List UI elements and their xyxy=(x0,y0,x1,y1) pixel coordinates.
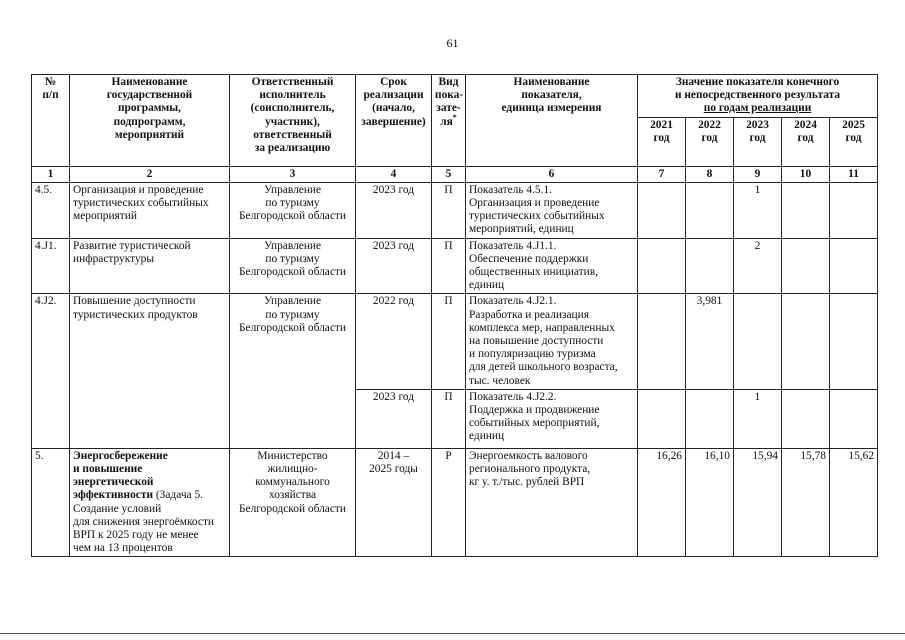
header-year-2021: 2021 год xyxy=(638,117,686,166)
value-2023: 1 xyxy=(734,389,782,448)
header-year-2024: 2024 год xyxy=(782,117,830,166)
table-row-4-j2-1 xyxy=(32,294,878,389)
row-number: 4.J2. xyxy=(32,294,70,448)
value-2022 xyxy=(686,389,734,448)
indicator: Показатель 4.J2.2. Поддержка и продвижение событийных мероприятий, единиц xyxy=(466,389,638,448)
value-2021 xyxy=(638,294,686,389)
table-row-4-j1 xyxy=(32,238,878,294)
indicator-type: П xyxy=(432,389,466,448)
table-row-4-5 xyxy=(32,182,878,238)
executor: Управление по туризму Белгородской области xyxy=(230,182,356,238)
footnote-mark: * xyxy=(452,112,457,122)
executor: Управление по туризму Белгородской области xyxy=(230,294,356,448)
value-2023 xyxy=(734,294,782,389)
column-number: 5 xyxy=(432,166,466,182)
header-row-top xyxy=(32,75,878,118)
activity-name: Энергосбережение и повышение энергетической эффективности (Задача 5. Создание условий для снижения энергоёмкости ВРП к 2025 году не менее чем на 13 процентов xyxy=(70,448,230,557)
value-2024: 15,78 xyxy=(782,448,830,557)
table-row-5 xyxy=(32,448,878,557)
indicator-type: П xyxy=(432,238,466,294)
term: 2023 год xyxy=(356,182,432,238)
executor: Министерство жилищно- коммунального хозяйства Белгородской области xyxy=(230,448,356,557)
executor: Управление по туризму Белгородской области xyxy=(230,238,356,294)
activity-name: Повышение доступности туристических продуктов xyxy=(70,294,230,448)
header-values-group: Значение показателя конечного и непосредственного результата по годам реализации xyxy=(638,75,878,118)
value-2022 xyxy=(686,182,734,238)
page-number: 61 xyxy=(446,36,459,50)
term: 2014 – 2025 годы xyxy=(356,448,432,557)
value-2023: 1 xyxy=(734,182,782,238)
page-bottom-rule xyxy=(0,633,905,634)
header-col-number: № п/п xyxy=(32,75,70,167)
header-col-executor: Ответственный исполнитель (соисполнитель, участник), ответственный за реализацию xyxy=(230,75,356,167)
column-number: 8 xyxy=(686,166,734,182)
activity-name: Развитие туристической инфраструктуры xyxy=(70,238,230,294)
indicator-type: П xyxy=(432,294,466,389)
value-2023: 2 xyxy=(734,238,782,294)
row-number: 4.5. xyxy=(32,182,70,238)
value-2025 xyxy=(830,389,878,448)
term: 2023 год xyxy=(356,389,432,448)
indicator: Энергоемкость валового регионального продукта, кг у. т./тыс. рублей ВРП xyxy=(466,448,638,557)
value-2024 xyxy=(782,389,830,448)
value-2021 xyxy=(638,238,686,294)
value-2024 xyxy=(782,238,830,294)
column-numbers-row xyxy=(32,166,878,182)
indicator: Показатель 4.5.1. Организация и проведение туристических событийных мероприятий, единиц xyxy=(466,182,638,238)
column-number: 2 xyxy=(70,166,230,182)
indicator-type: Р xyxy=(432,448,466,557)
header-col-type: Вид пока- зате- ля* xyxy=(432,75,466,167)
value-2022: 16,10 xyxy=(686,448,734,557)
value-2025 xyxy=(830,294,878,389)
value-2023: 15,94 xyxy=(734,448,782,557)
indicator-type: П xyxy=(432,182,466,238)
column-number: 11 xyxy=(830,166,878,182)
value-2022 xyxy=(686,238,734,294)
indicator: Показатель 4.J1.1. Обеспечение поддержки общественных инициатив, единиц xyxy=(466,238,638,294)
value-2021: 16,26 xyxy=(638,448,686,557)
value-2021 xyxy=(638,389,686,448)
value-2021 xyxy=(638,182,686,238)
column-number: 4 xyxy=(356,166,432,182)
column-number: 1 xyxy=(32,166,70,182)
activity-name: Организация и проведение туристических событийных мероприятий xyxy=(70,182,230,238)
value-2025 xyxy=(830,238,878,294)
value-2025: 15,62 xyxy=(830,448,878,557)
value-2025 xyxy=(830,182,878,238)
term: 2023 год xyxy=(356,238,432,294)
indicators-table xyxy=(31,74,878,557)
term: 2022 год xyxy=(356,294,432,389)
header-col-name: Наименование государственной программы, подпрограмм, мероприятий xyxy=(70,75,230,167)
value-2024 xyxy=(782,294,830,389)
column-number: 9 xyxy=(734,166,782,182)
value-2022: 3,981 xyxy=(686,294,734,389)
header-col-indicator: Наименование показателя, единица измерения xyxy=(466,75,638,167)
header-year-2025: 2025 год xyxy=(830,117,878,166)
row-number: 4.J1. xyxy=(32,238,70,294)
column-number: 6 xyxy=(466,166,638,182)
column-number: 3 xyxy=(230,166,356,182)
column-number: 10 xyxy=(782,166,830,182)
header-year-2022: 2022 год xyxy=(686,117,734,166)
header-year-2023: 2023 год xyxy=(734,117,782,166)
indicator: Показатель 4.J2.1. Разработка и реализация комплекса мер, направленных на повышение доступности и популяризацию туризма для детей школьного возраста, тыс. человек xyxy=(466,294,638,389)
column-number: 7 xyxy=(638,166,686,182)
header-col-term: Срок реализации (начало, завершение) xyxy=(356,75,432,167)
value-2024 xyxy=(782,182,830,238)
row-number: 5. xyxy=(32,448,70,557)
